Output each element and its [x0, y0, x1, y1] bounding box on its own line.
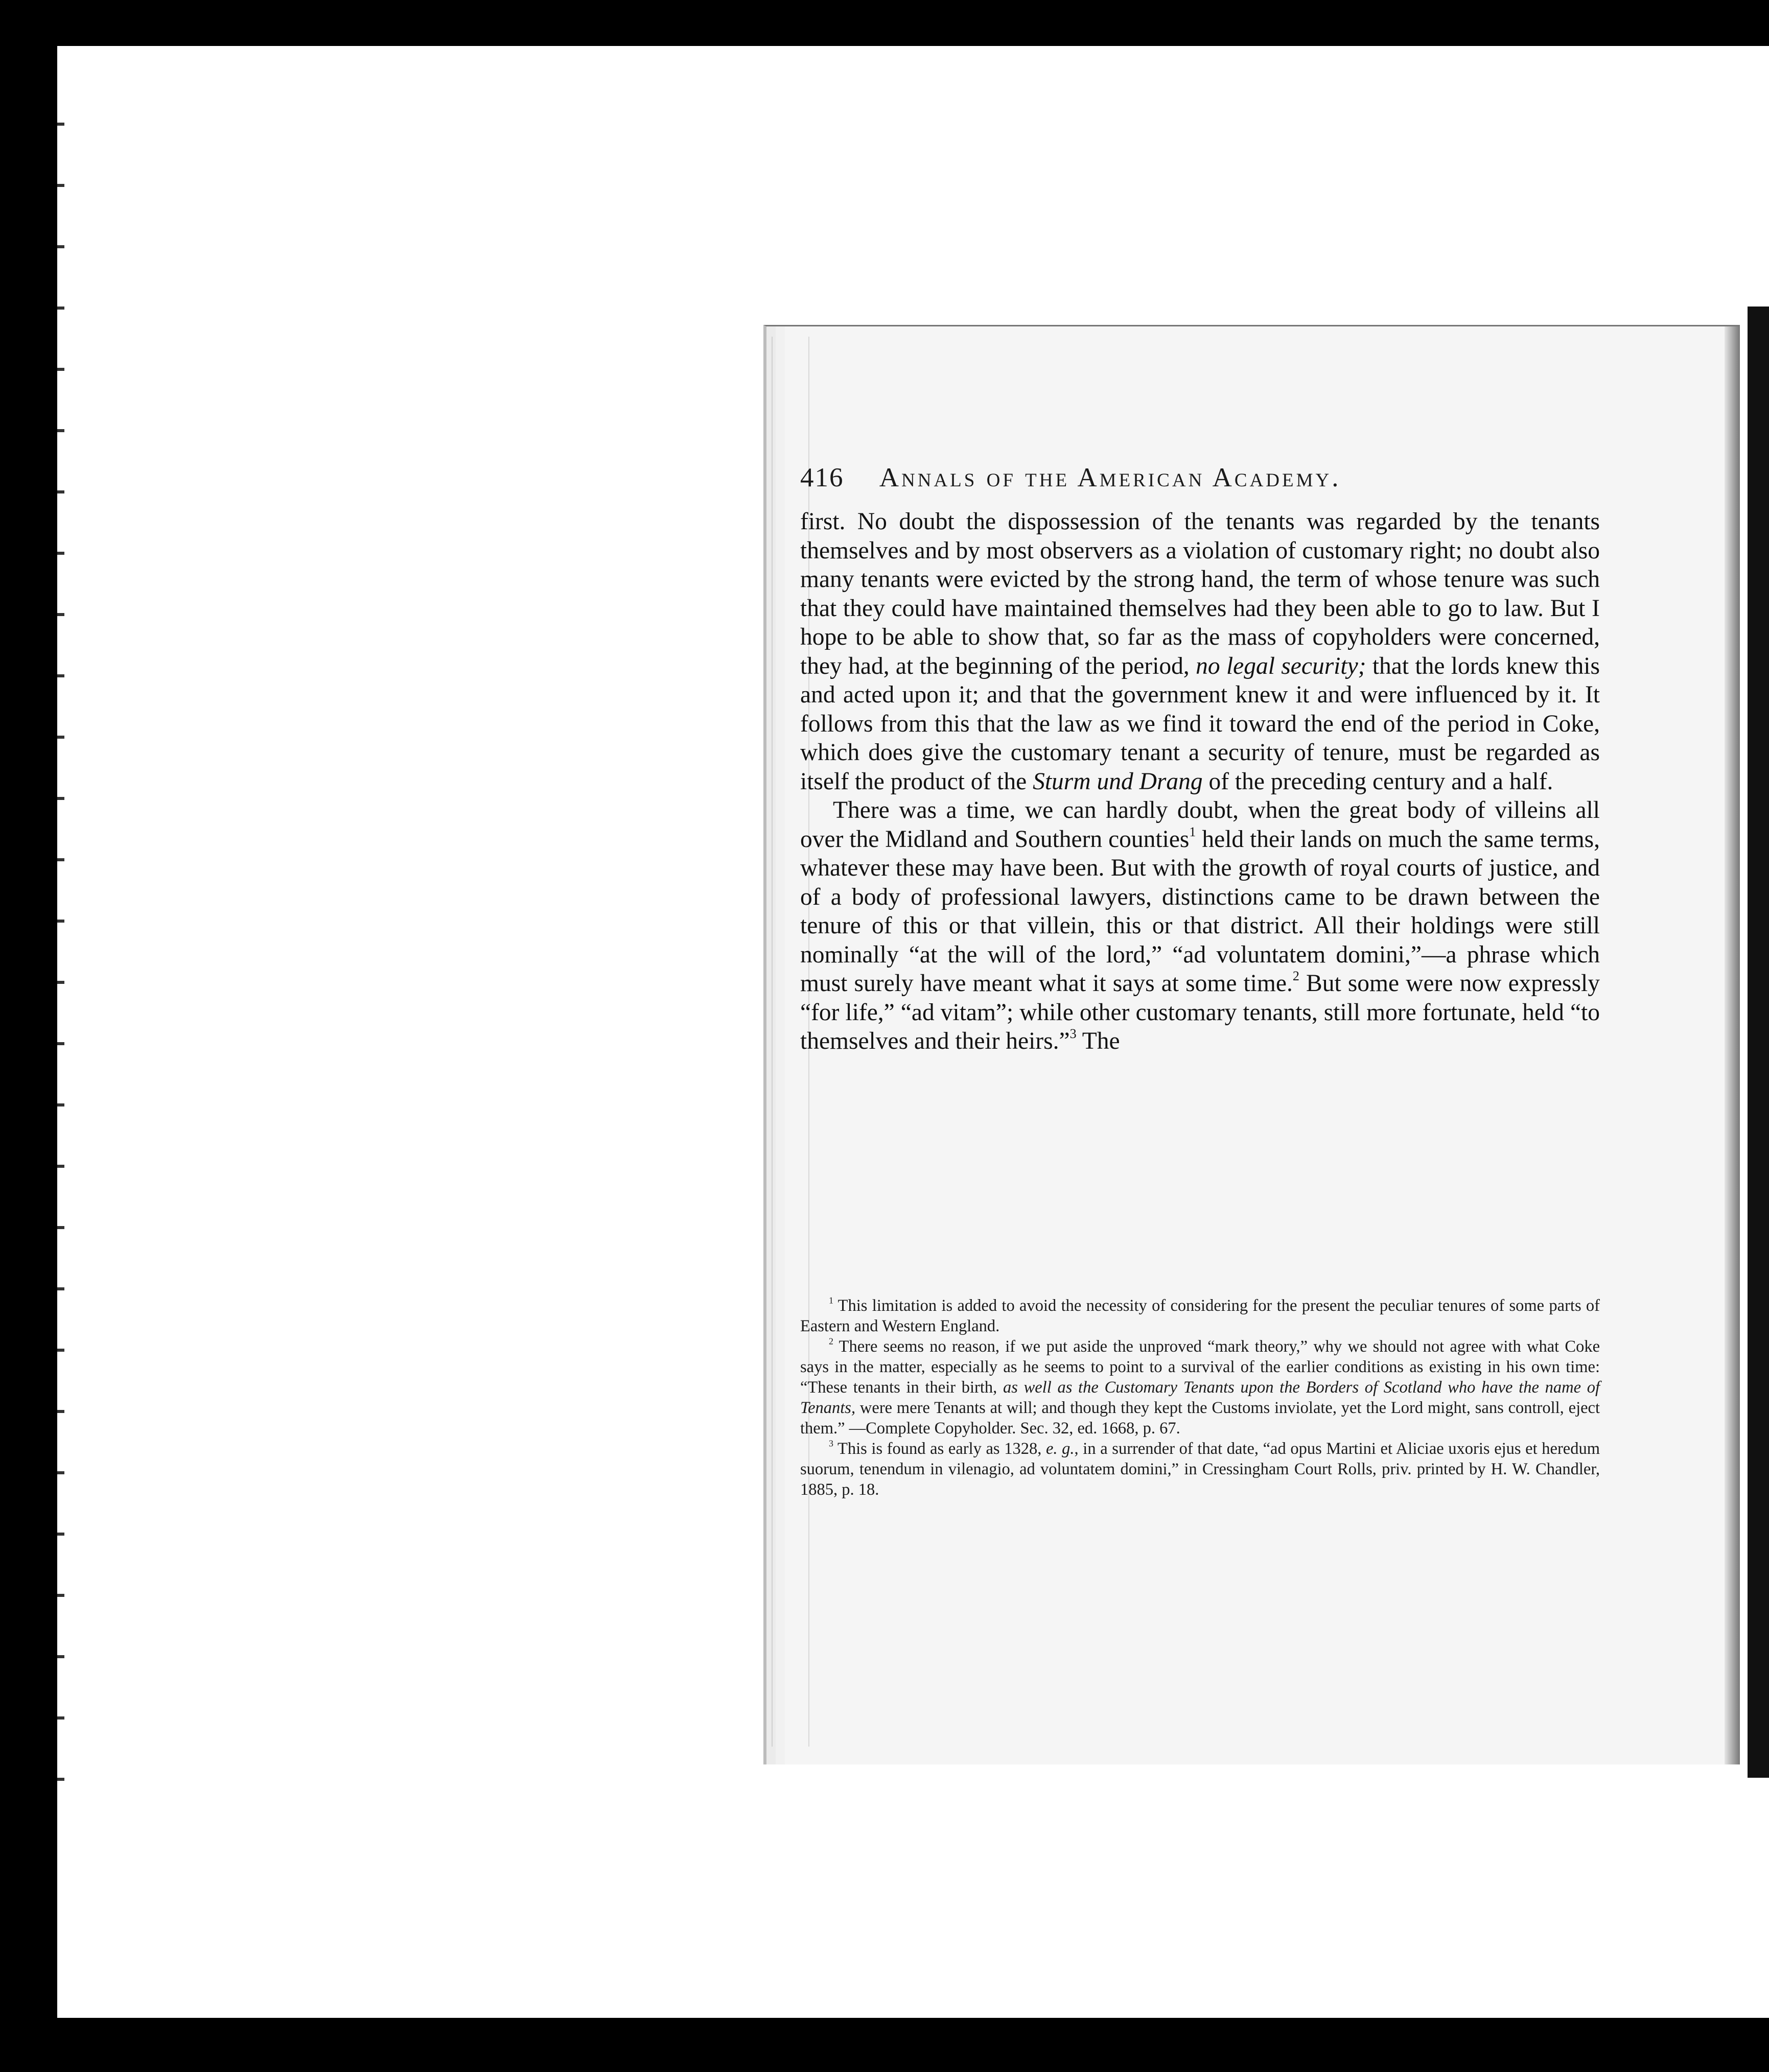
paragraph — [800, 796, 1600, 1056]
text-run: first. No doubt the dispossession of the tenants was regarded by the tenants themselves and by most observers as a violation of customary right; no doubt also many tenants were evicted by the strong hand, the term of whose tenure was such that they could have maintained themselves had they been able to go to law. But I hope to be able to show that, so far as the mass of copyholders were concerned, they had, at the beginning of the period, — [800, 508, 1600, 679]
text-run: of the preceding century and a half. — [1202, 768, 1553, 795]
text-run: There seems no reason, if we put aside the unproved “mark theory,” why we should not agree with what Coke says in the matter, especially as he seems to point to a survival of the earlier conditions as existing in his own time: “These tenants in their birth, — [800, 1337, 1600, 1397]
text-run: The — [1076, 1028, 1120, 1054]
text-run: held their lands on much the same terms, whatever these may have been. But with the growth of royal courts of justice, and of a body of professional lawyers, distinctions came to be drawn between the tenure of this or that villein, this or that district. All their holdings were still nominally “at the will of the lord,” “ad voluntatem domini,”—a phrase which must surely have meant what it says at some time. — [800, 826, 1600, 997]
text-run: There was a time, we can hardly doubt, when the great body of villeins all over the Midland and Southern counties — [800, 797, 1600, 853]
footnote — [800, 1296, 1600, 1336]
text-run: , in a surrender of that date, “ad opus Martini et Aliciae uxoris ejus et heredum suorum, tenendum in vilenagio, ad voluntatem domini,” in Cressingham Court Rolls, priv. printed by H. W. Chandler, 1885, p. 18. — [800, 1440, 1600, 1499]
body-text — [800, 507, 1600, 1056]
footnote-marker: 2 — [1292, 969, 1299, 984]
journal-title: Annals of the American Academy. — [879, 463, 1341, 492]
facing-page-edge — [1748, 307, 1769, 1778]
text-run: This limitation is added to avoid the necessity of considering for the present the peculiar tenures of some parts of Eastern and Western England. — [800, 1297, 1600, 1335]
footnote — [800, 1336, 1600, 1439]
footnotes — [800, 1296, 1600, 1500]
italic-text: as well as the Customary Tenants upon the Borders of Scotland who have the name of Tenants, — [800, 1378, 1600, 1417]
text-run: that the lords knew this and acted upon it; and that the government knew it and were influenced by it. It follows from this that the law as we find it toward the end of the period in Coke, which does give the customary tenant a security of tenure, must be regarded as itself the product of the — [800, 652, 1600, 795]
running-head — [800, 462, 1613, 493]
text-run: But some were now expressly “for life,” “ad vitam”; while other customary tenants, still more fortunate, held “to themselves and their heirs.” — [800, 970, 1600, 1054]
footnote — [800, 1439, 1600, 1500]
footnote-marker: 3 — [1069, 1026, 1077, 1042]
page-number: 416 — [800, 463, 844, 492]
text-run: were mere Tenants at will; and though they kept the Customs inviolate, yet the Lord might, sans controll, eject them.” —Complete Copyholder. Sec. 32, ed. 1668, p. 67. — [800, 1399, 1600, 1438]
italic-text: no legal security; — [1196, 652, 1366, 679]
footnote-marker: 3 — [829, 1438, 833, 1449]
footnote-marker: 1 — [1189, 824, 1196, 839]
text-run: This is found as early as 1328, — [833, 1440, 1046, 1458]
gutter-shadow — [1725, 326, 1740, 1764]
scan-edge-marks — [57, 123, 64, 1808]
footnote-marker: 1 — [829, 1295, 833, 1306]
italic-text: Sturm und Drang — [1033, 768, 1203, 795]
italic-text: e. g. — [1045, 1440, 1075, 1458]
footnote-marker: 2 — [829, 1336, 833, 1347]
paragraph — [800, 507, 1600, 796]
